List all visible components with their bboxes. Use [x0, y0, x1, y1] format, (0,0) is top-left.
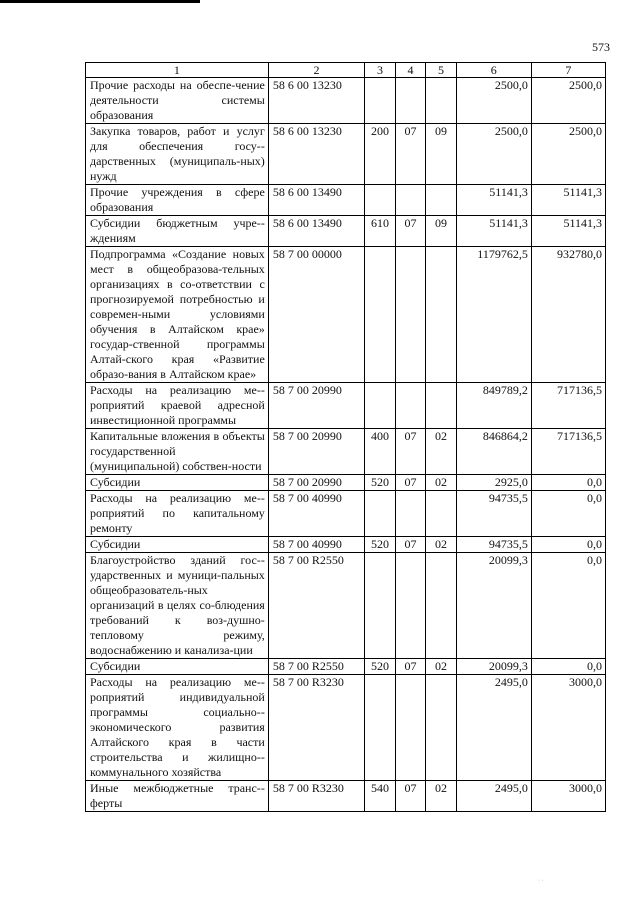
header-col-4: 4	[395, 63, 425, 78]
row-value-7: 0,0	[531, 491, 605, 537]
row-col-5: 02	[426, 781, 456, 812]
header-col-3: 3	[365, 63, 395, 78]
row-col-4	[395, 247, 425, 383]
row-col-3	[365, 675, 395, 781]
row-value-6: 2500,0	[456, 78, 531, 124]
row-name: Иные межбюджетные транс-ферты	[86, 781, 269, 812]
row-name: Субсидии	[86, 537, 269, 553]
row-name: Подпрограмма «Создание новых мест в общеобразова-тельных организациях в со-ответствии с прогнозируемой потребностью и современ-ными условиями обучения в Алтайском крае» государ-ственной программы Алтай-ского края «Развитие образо-вания в Алтайском крае»	[86, 247, 269, 383]
row-value-7: 3000,0	[531, 781, 605, 812]
row-col-3	[365, 383, 395, 429]
row-code: 58 6 00 13490	[268, 185, 364, 216]
row-col-5: 02	[426, 659, 456, 675]
row-code: 58 7 00 R2550	[268, 553, 364, 659]
header-col-2: 2	[268, 63, 364, 78]
row-col-4	[395, 675, 425, 781]
row-name: Прочие учреждения в сфере образования	[86, 185, 269, 216]
page-number: 573	[592, 40, 610, 54]
row-value-6: 2495,0	[456, 675, 531, 781]
table-row	[86, 383, 606, 429]
row-code: 58 7 00 R3230	[268, 781, 364, 812]
row-col-5: 02	[426, 537, 456, 553]
table-row	[86, 124, 606, 185]
table-row	[86, 78, 606, 124]
row-code: 58 6 00 13490	[268, 216, 364, 247]
row-value-7: 0,0	[531, 475, 605, 491]
row-col-5	[426, 247, 456, 383]
scan-specks: · ·	[538, 878, 544, 884]
row-col-5: 09	[426, 124, 456, 185]
row-col-3: 520	[365, 659, 395, 675]
table-row	[86, 185, 606, 216]
header-col-7: 7	[531, 63, 605, 78]
row-value-7: 0,0	[531, 553, 605, 659]
row-col-4	[395, 553, 425, 659]
row-value-6: 51141,3	[456, 185, 531, 216]
table-row	[86, 216, 606, 247]
row-col-3: 520	[365, 537, 395, 553]
row-value-6: 2495,0	[456, 781, 531, 812]
row-col-5	[426, 675, 456, 781]
table-row	[86, 553, 606, 659]
row-col-4: 07	[395, 475, 425, 491]
row-col-3	[365, 553, 395, 659]
row-value-7: 932780,0	[531, 247, 605, 383]
table-row	[86, 491, 606, 537]
header-col-6: 6	[456, 63, 531, 78]
row-value-6: 94735,5	[456, 491, 531, 537]
row-name: Субсидии бюджетным учре-ждениям	[86, 216, 269, 247]
row-col-4: 07	[395, 216, 425, 247]
row-value-6: 20099,3	[456, 553, 531, 659]
header-col-5: 5	[426, 63, 456, 78]
row-code: 58 6 00 13230	[268, 78, 364, 124]
row-col-4: 07	[395, 659, 425, 675]
row-code: 58 7 00 40990	[268, 537, 364, 553]
row-code: 58 7 00 R2550	[268, 659, 364, 675]
row-col-3: 610	[365, 216, 395, 247]
row-col-3: 540	[365, 781, 395, 812]
budget-table	[85, 62, 606, 812]
row-value-7: 3000,0	[531, 675, 605, 781]
row-value-6: 1179762,5	[456, 247, 531, 383]
row-name: Благоустройство зданий гос-ударственных и муници-пальных общеобразователь-ных организаций в целях со-блюдения требований к воз-душно-тепловому режиму, водоснабжению и канализа-ции	[86, 553, 269, 659]
header-row	[86, 63, 606, 78]
table-row	[86, 781, 606, 812]
row-col-5	[426, 185, 456, 216]
row-code: 58 7 00 20990	[268, 429, 364, 475]
row-col-5	[426, 383, 456, 429]
row-value-6: 20099,3	[456, 659, 531, 675]
table-row	[86, 659, 606, 675]
row-col-5	[426, 491, 456, 537]
row-code: 58 6 00 13230	[268, 124, 364, 185]
row-col-4	[395, 383, 425, 429]
row-col-4	[395, 491, 425, 537]
row-col-3: 400	[365, 429, 395, 475]
row-value-6: 849789,2	[456, 383, 531, 429]
row-col-5: 02	[426, 429, 456, 475]
row-col-3	[365, 185, 395, 216]
table-row	[86, 429, 606, 475]
table-row	[86, 675, 606, 781]
table-row	[86, 247, 606, 383]
row-col-3	[365, 491, 395, 537]
row-code: 58 7 00 R3230	[268, 675, 364, 781]
row-name: Расходы на реализацию ме-роприятий по капитальному ремонту	[86, 491, 269, 537]
row-code: 58 7 00 20990	[268, 475, 364, 491]
row-col-5	[426, 78, 456, 124]
row-code: 58 7 00 40990	[268, 491, 364, 537]
row-value-6: 2500,0	[456, 124, 531, 185]
row-value-6: 51141,3	[456, 216, 531, 247]
row-col-4	[395, 78, 425, 124]
row-col-4: 07	[395, 781, 425, 812]
row-value-7: 51141,3	[531, 216, 605, 247]
row-col-4	[395, 185, 425, 216]
row-value-7: 2500,0	[531, 124, 605, 185]
row-col-3: 520	[365, 475, 395, 491]
row-name: Расходы на реализацию ме-роприятий индивидуальной программы социально-экономического развития Алтайского края в части строительства и жилищно-коммунального хозяйства	[86, 675, 269, 781]
row-value-6: 846864,2	[456, 429, 531, 475]
row-name: Субсидии	[86, 475, 269, 491]
row-col-5: 09	[426, 216, 456, 247]
row-value-7: 0,0	[531, 537, 605, 553]
row-value-7: 717136,5	[531, 383, 605, 429]
row-value-6: 94735,5	[456, 537, 531, 553]
scan-edge-line	[0, 0, 200, 3]
row-code: 58 7 00 20990	[268, 383, 364, 429]
row-name: Расходы на реализацию ме-роприятий краевой адресной инвестиционной программы	[86, 383, 269, 429]
header-col-1: 1	[86, 63, 269, 78]
row-col-4: 07	[395, 537, 425, 553]
table-row	[86, 475, 606, 491]
row-col-3	[365, 247, 395, 383]
row-col-3: 200	[365, 124, 395, 185]
row-value-7: 0,0	[531, 659, 605, 675]
row-col-5: 02	[426, 475, 456, 491]
row-col-4: 07	[395, 124, 425, 185]
row-value-7: 717136,5	[531, 429, 605, 475]
table-row	[86, 537, 606, 553]
row-col-4: 07	[395, 429, 425, 475]
row-col-3	[365, 78, 395, 124]
row-name: Капитальные вложения в объекты государственной (муниципальной) собствен-ности	[86, 429, 269, 475]
row-value-7: 51141,3	[531, 185, 605, 216]
row-value-7: 2500,0	[531, 78, 605, 124]
row-name: Закупка товаров, работ и услуг для обеспечения госу-дарственных (муниципаль-ных) нужд	[86, 124, 269, 185]
row-code: 58 7 00 00000	[268, 247, 364, 383]
row-col-5	[426, 553, 456, 659]
row-name: Субсидии	[86, 659, 269, 675]
row-value-6: 2925,0	[456, 475, 531, 491]
row-name: Прочие расходы на обеспе-чение деятельности системы образования	[86, 78, 269, 124]
